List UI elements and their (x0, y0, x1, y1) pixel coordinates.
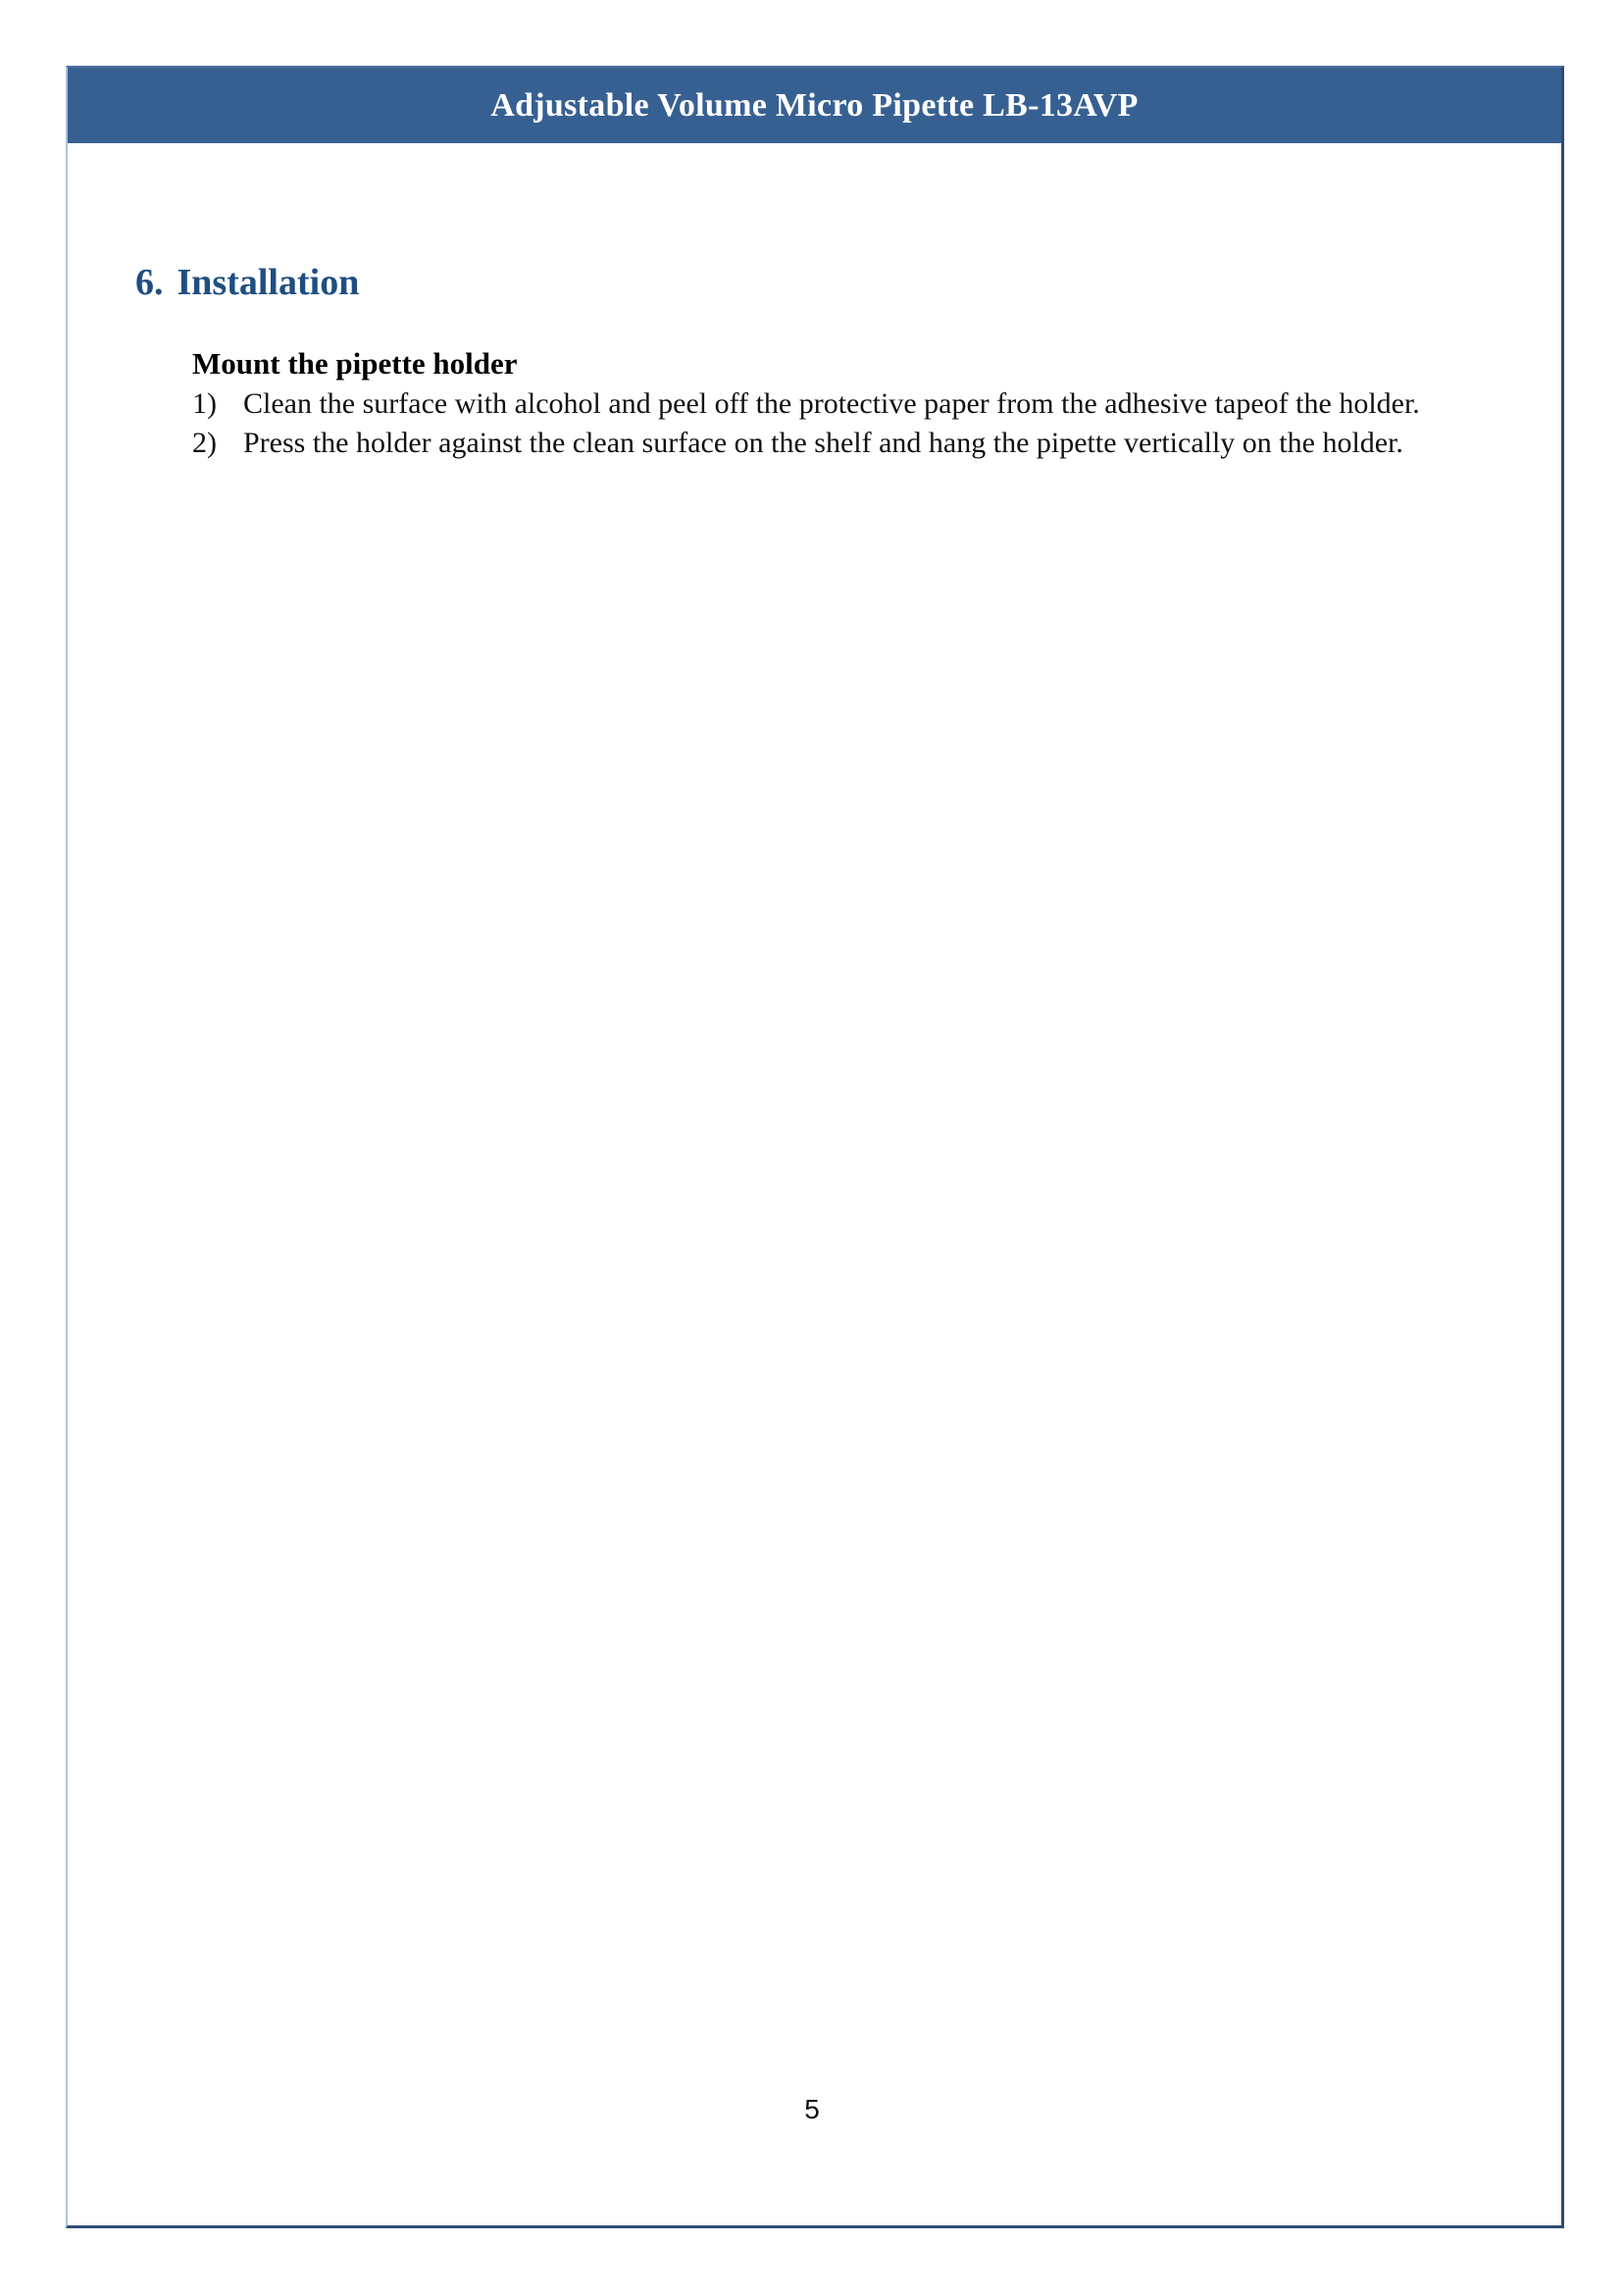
step-marker: 1) (192, 387, 217, 420)
header-bar (68, 68, 1561, 143)
section-title: Installation (177, 262, 360, 303)
list-item (192, 424, 1497, 463)
section-number: 6. (135, 262, 164, 303)
page-number: 5 (804, 2094, 820, 2124)
step-list (192, 384, 1497, 463)
step-marker: 2) (192, 427, 217, 459)
subsection-heading: Mount the pipette holder (192, 346, 518, 381)
step-text: Press the holder against the clean surface on the shelf and hang the pipette vertically on the holder. (243, 427, 1403, 459)
list-item (192, 384, 1497, 424)
section-heading (135, 261, 359, 304)
document-title: Adjustable Volume Micro Pipette LB-13AVP (490, 86, 1139, 124)
step-text: Clean the surface with alcohol and peel off the protective paper from the adhesive tapeof the holder. (243, 387, 1420, 420)
